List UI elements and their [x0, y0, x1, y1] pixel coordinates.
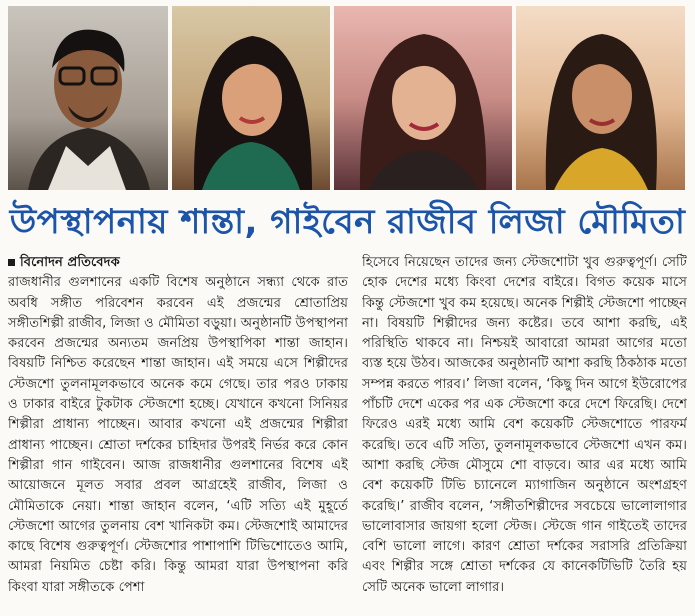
byline [8, 253, 348, 273]
photo-shanta [172, 6, 330, 190]
headline: উপস্থাপনায় শান্তা, গাইবেন রাজীব লিজা মৌমিতা [9, 202, 686, 242]
photo-rajib [8, 6, 168, 190]
article-column-left [8, 253, 348, 611]
photo-moumita [516, 6, 685, 190]
photo-strip [8, 6, 687, 190]
byline-text: বিনোদন প্রতিবেদক [20, 255, 120, 270]
portrait-shanta-illustration [172, 6, 330, 190]
portrait-moumita-illustration [516, 6, 685, 190]
article-column-right [362, 253, 687, 611]
photo-liza [334, 6, 512, 190]
portrait-liza-illustration [334, 6, 512, 190]
portrait-rajib-illustration [8, 6, 168, 190]
right-column-text: হিসেবে নিয়েছেন তাদের জন্য স্টেজশোটা খুব গুরুত্বপূর্ণ। সেটি হোক দেশের মধ্যে কিংবা দেশের বাইরে। বিগত কয়েক মাসে কিন্তু স্টেজশো খুব কম হয়েছে। অনেক শিল্পীই স্টেজশো পাচ্ছেন না। বিষয়টি শিল্পীদের জন্য কষ্টের। তবে আশা করছি, এই পরিস্থিতি থাকবে না। নিশ্চয়ই আবারো আমরা আগের মতো ব্যস্ত হয়ে উঠব। আজকের অনুষ্ঠানটি আশা করছি ঠিকঠাক মতো সম্পন্ন করতে পারব।’ লিজা বলেন, ‘কিছু দিন আগে ইউরোপের পাঁচটি দেশে একের পর এক স্টেজশো করে দেশে ফিরেছি। দেশে ফিরেও এরই মধ্যে আমি বেশ কয়েকটি স্টেজশোতে পারফর্ম করেছি। তবে এটি সত্যি, তুলনামূলকভাবে স্টেজশো এখন কম। আশা করছি স্টেজ মৌসুমে শো বাড়বে। আর এর মধ্যে আমি বেশ কয়েকটি টিভি চ্যানেলে ম্যাগাজিন অনুষ্ঠানে অংশগ্রহণ করেছি।’ রাজীব বলেন, ‘সঙ্গীতশিল্পীদের সবচেয়ে ভালোলাগার ভালোবাসার জায়গা হলো স্টেজ। স্টেজে গান গাইতেই তাদের বেশি ভালো লাগে। কারণ শ্রোতা দর্শকের সরাসরি প্রতিক্রিয়া এবং শিল্পীর সঙ্গে শ্রোতা দর্শকের যে কানেকটিভিটি তৈরি হয় সেটি অনেক ভালো লাগার। [362, 255, 687, 595]
left-column-text: রাজধানীর গুলশানের একটি বিশেষ অনুষ্ঠানে সন্ধ্যা থেকে রাত অবধি সঙ্গীত পরিবেশন করবেন এই প্রজন্মের শ্রোতাপ্রিয় সঙ্গীতশিল্পী রাজীব, লিজা ও মৌমিতা বড়ুয়া। অনুষ্ঠানটি উপস্থাপনা করবেন প্রজন্মের অন্যতম জনপ্রিয় উপস্থাপিকা শান্তা জাহান। বিষয়টি নিশ্চিত করেছেন শান্তা জাহান। এই সময়ে এসে শিল্পীদের স্টেজশো তুলনামূলকভাবে অনেক কমে গেছে। তার পরও ঢাকায় ও ঢাকার বাইরে টুকটাক স্টেজশো হচ্ছে। যেখানে কখনো সিনিয়র শিল্পীরা প্রাধান্য পাচ্ছেন। আবার কখনো এই প্রজন্মের শিল্পীরা প্রাধান্য পাচ্ছেন। শ্রোতা দর্শকের চাহিদার উপরই নির্ভর করে কোন শিল্পীরা গান গাইবেন। আজ রাজধানীর গুলশানের বিশেষ এই আয়োজনে মূলত সবার প্রবল আগ্রহেই রাজীব, লিজা ও মৌমিতাকে নেয়া। শান্তা জাহান বলেন, ‘এটি সত্যি এই মুহূর্তে স্টেজশো আগের তুলনায় বেশ খানিকটা কম। স্টেজশোই আমাদের কাছে বিশেষ গুরুত্বপূর্ণ। স্টেজশোর পাশাপাশি টিভিশোতেও আমি, আমরা নিয়মিত চেষ্টা করি। কিন্তু আমরা যারা উপস্থাপনা করি কিংবা যারা সঙ্গীতকে পেশা [8, 275, 348, 595]
article-body [8, 253, 687, 611]
byline-bullet-icon [8, 259, 15, 266]
